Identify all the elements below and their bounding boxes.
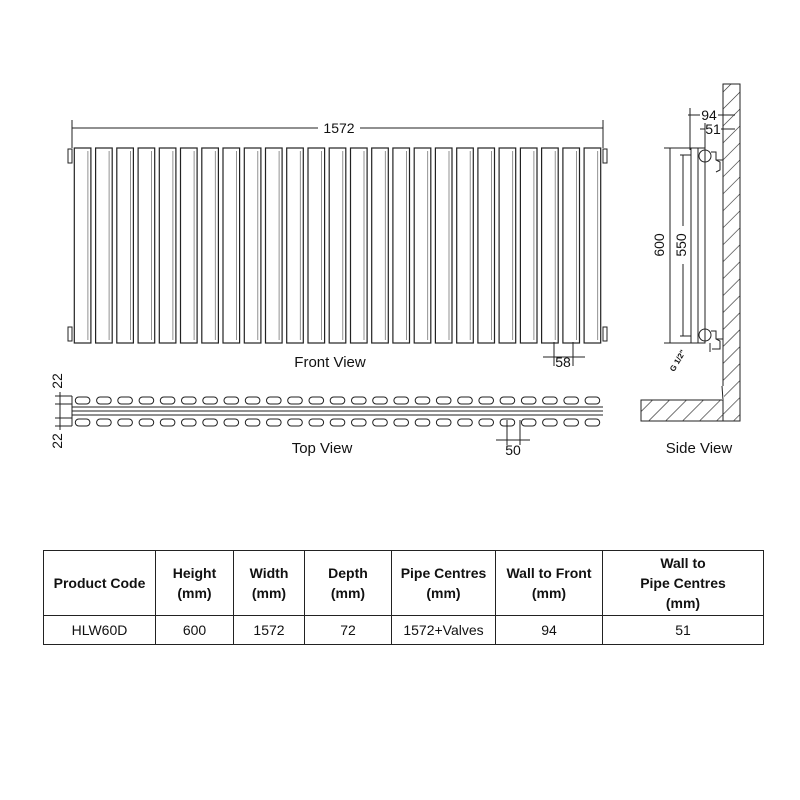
top-view-column [521,397,536,404]
top-view-column [224,419,239,426]
top-view-column [309,419,324,426]
top-view-column [373,397,388,404]
top-view-column [267,419,282,426]
radiator-column [329,148,346,343]
top-view-column [224,397,239,404]
radiator-column [414,148,431,343]
top-view-column [521,419,536,426]
cell-product-code: HLW60D [44,616,156,645]
top-view-column [203,419,218,426]
cell-wall-to-pipe-centres: 51 [603,616,764,645]
radiator-column [520,148,537,343]
top-view-column [436,397,451,404]
top-view-column [182,397,197,404]
radiator-column [563,148,580,343]
radiator-column [159,148,176,343]
top-view-column [352,419,367,426]
top-view-column [160,419,175,426]
cell-height: 600 [156,616,234,645]
top-view-column [203,397,218,404]
top-view-column [436,419,451,426]
top-view-column [479,397,494,404]
side-view-caption: Side View [665,440,733,457]
radiator-columns [68,148,607,343]
cell-width: 1572 [234,616,305,645]
spec-table-header-row [44,551,764,616]
top-depth-label-lower: 22 [49,433,65,449]
header-wall-to-pipe-centres: Wall to Pipe Centres (mm) [603,551,764,616]
radiator-column [435,148,452,343]
radiator-column [74,148,91,343]
wall-hatch [723,84,740,421]
valve-thread-label: G 1/2" [668,348,688,374]
top-view-column [75,419,90,426]
top-depth-label-upper: 22 [49,373,65,389]
top-view-column [75,397,90,404]
floor-hatch [641,400,723,421]
top-view [49,373,603,458]
top-view-column [245,419,260,426]
cell-depth: 72 [305,616,392,645]
header-height: Height (mm) [156,551,234,616]
column-width-label: 58 [555,354,571,370]
header-pipe-centres: Pipe Centres (mm) [392,551,496,616]
radiator-column [117,148,134,343]
header-pipe-stub [68,327,72,341]
top-view-column [394,419,409,426]
top-view-column [267,397,282,404]
radiator-column [96,148,113,343]
top-view-column [585,397,600,404]
header-pipe-stub [68,149,72,163]
top-view-column [288,419,303,426]
radiator-column [202,148,219,343]
radiator-column [584,148,601,343]
radiator-column [457,148,474,343]
top-view-column [585,419,600,426]
radiator-column [308,148,325,343]
top-view-column [394,397,409,404]
top-view-column [458,419,473,426]
spec-table [43,550,764,645]
radiator-column [542,148,559,343]
top-view-column [564,397,579,404]
top-view-column [564,419,579,426]
top-view-column [309,397,324,404]
top-view-column [415,397,430,404]
top-view-column [97,397,112,404]
top-view-column [330,397,345,404]
table-row [44,616,764,645]
wall-to-front-label: 94 [701,107,717,123]
radiator-column [181,148,198,343]
top-view-column [500,397,515,404]
top-view-column [479,419,494,426]
top-view-column [352,397,367,404]
top-view-column [330,419,345,426]
header-pipe-stub [603,149,607,163]
side-view [641,84,740,457]
side-pipe-centres-label: 550 [673,233,689,257]
radiator-column [372,148,389,343]
top-view-caption: Top View [291,440,353,457]
top-view-column [415,419,430,426]
top-view-column [543,419,558,426]
top-view-column [288,397,303,404]
top-view-column [139,397,154,404]
side-height-label: 600 [651,233,667,257]
top-view-column [245,397,260,404]
radiator-column [287,148,304,343]
radiator-column [266,148,283,343]
header-wall-to-front: Wall to Front (mm) [496,551,603,616]
radiator-column [138,148,155,343]
cell-wall-to-front: 94 [496,616,603,645]
top-view-column [543,397,558,404]
top-view-column [160,397,175,404]
front-view [68,119,607,371]
radiator-column [478,148,495,343]
radiator-column [351,148,368,343]
top-view-column [118,419,133,426]
top-view-column [118,397,133,404]
cell-pipe-centres: 1572+Valves [392,616,496,645]
top-view-column [373,419,388,426]
front-view-caption: Front View [294,354,366,371]
wall-to-pipe-label: 51 [705,121,721,137]
header-width: Width (mm) [234,551,305,616]
radiator-column [223,148,240,343]
top-view-column [97,419,112,426]
radiator-column [244,148,261,343]
front-width-label: 1572 [323,120,355,136]
pipe-offset-label: 50 [505,442,521,458]
top-view-column [139,419,154,426]
header-pipe-stub [603,327,607,341]
top-view-column [182,419,197,426]
top-view-column [458,397,473,404]
radiator-column [393,148,410,343]
header-depth: Depth (mm) [305,551,392,616]
radiator-column [499,148,516,343]
header-product-code: Product Code [44,551,156,616]
